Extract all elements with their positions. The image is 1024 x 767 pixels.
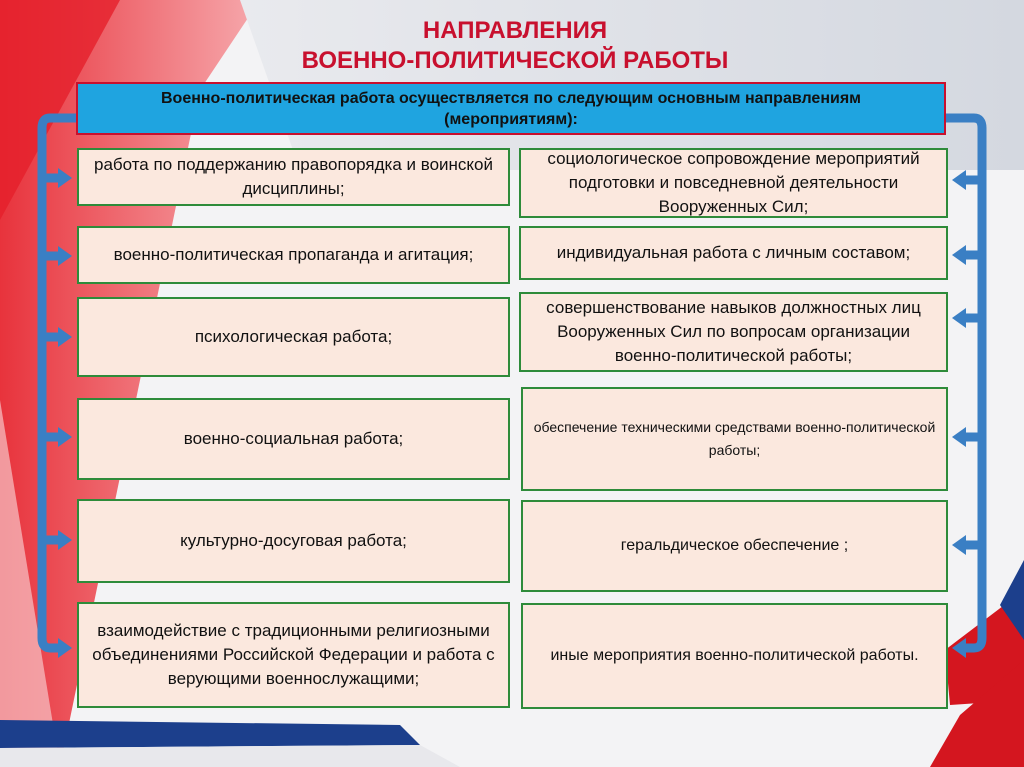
right-item-other: иные мероприятия военно-политической работы. (521, 603, 948, 709)
right-arrowheads (952, 170, 966, 658)
left-item-social: военно-социальная работа; (77, 398, 510, 480)
right-item-heraldic: геральдическое обеспечение ; (521, 500, 948, 592)
right-item-sociological: социологическое сопровождение мероприятий подготовки и повседневной деятельности Вооруженных Сил; (519, 148, 948, 218)
left-item-religious: взаимодействие с традиционными религиозными объединениями Российской Федерации и работа с верующими военнослужащими; (77, 602, 510, 708)
left-item-discipline: работа по поддержанию правопорядка и воинской дисциплины; (77, 148, 510, 206)
left-item-psychological: психологическая работа; (77, 297, 510, 377)
right-item-technical: обеспечение техническими средствами военно-политической работы; (521, 387, 948, 491)
left-item-cultural: культурно-досуговая работа; (77, 499, 510, 583)
left-bracket-arrow (42, 118, 76, 648)
page-title-line2: ВОЕННО-ПОЛИТИЧЕСКОЙ РАБОТЫ (301, 47, 729, 74)
right-item-skills: совершенствование навыков должностных лиц Вооруженных Сил по вопросам организации военно-политической работы; (519, 292, 948, 372)
left-arrowheads (58, 168, 72, 658)
page-title-line1: НАПРАВЛЕНИЯ (422, 17, 608, 44)
right-item-individual: индивидуальная работа с личным составом; (519, 226, 948, 280)
left-item-propaganda: военно-политическая пропаганда и агитация; (77, 226, 510, 284)
right-bracket-arrow (946, 118, 982, 648)
header-box: Военно-политическая работа осуществляется по следующим основным направлениям (мероприятиям): (76, 82, 946, 135)
